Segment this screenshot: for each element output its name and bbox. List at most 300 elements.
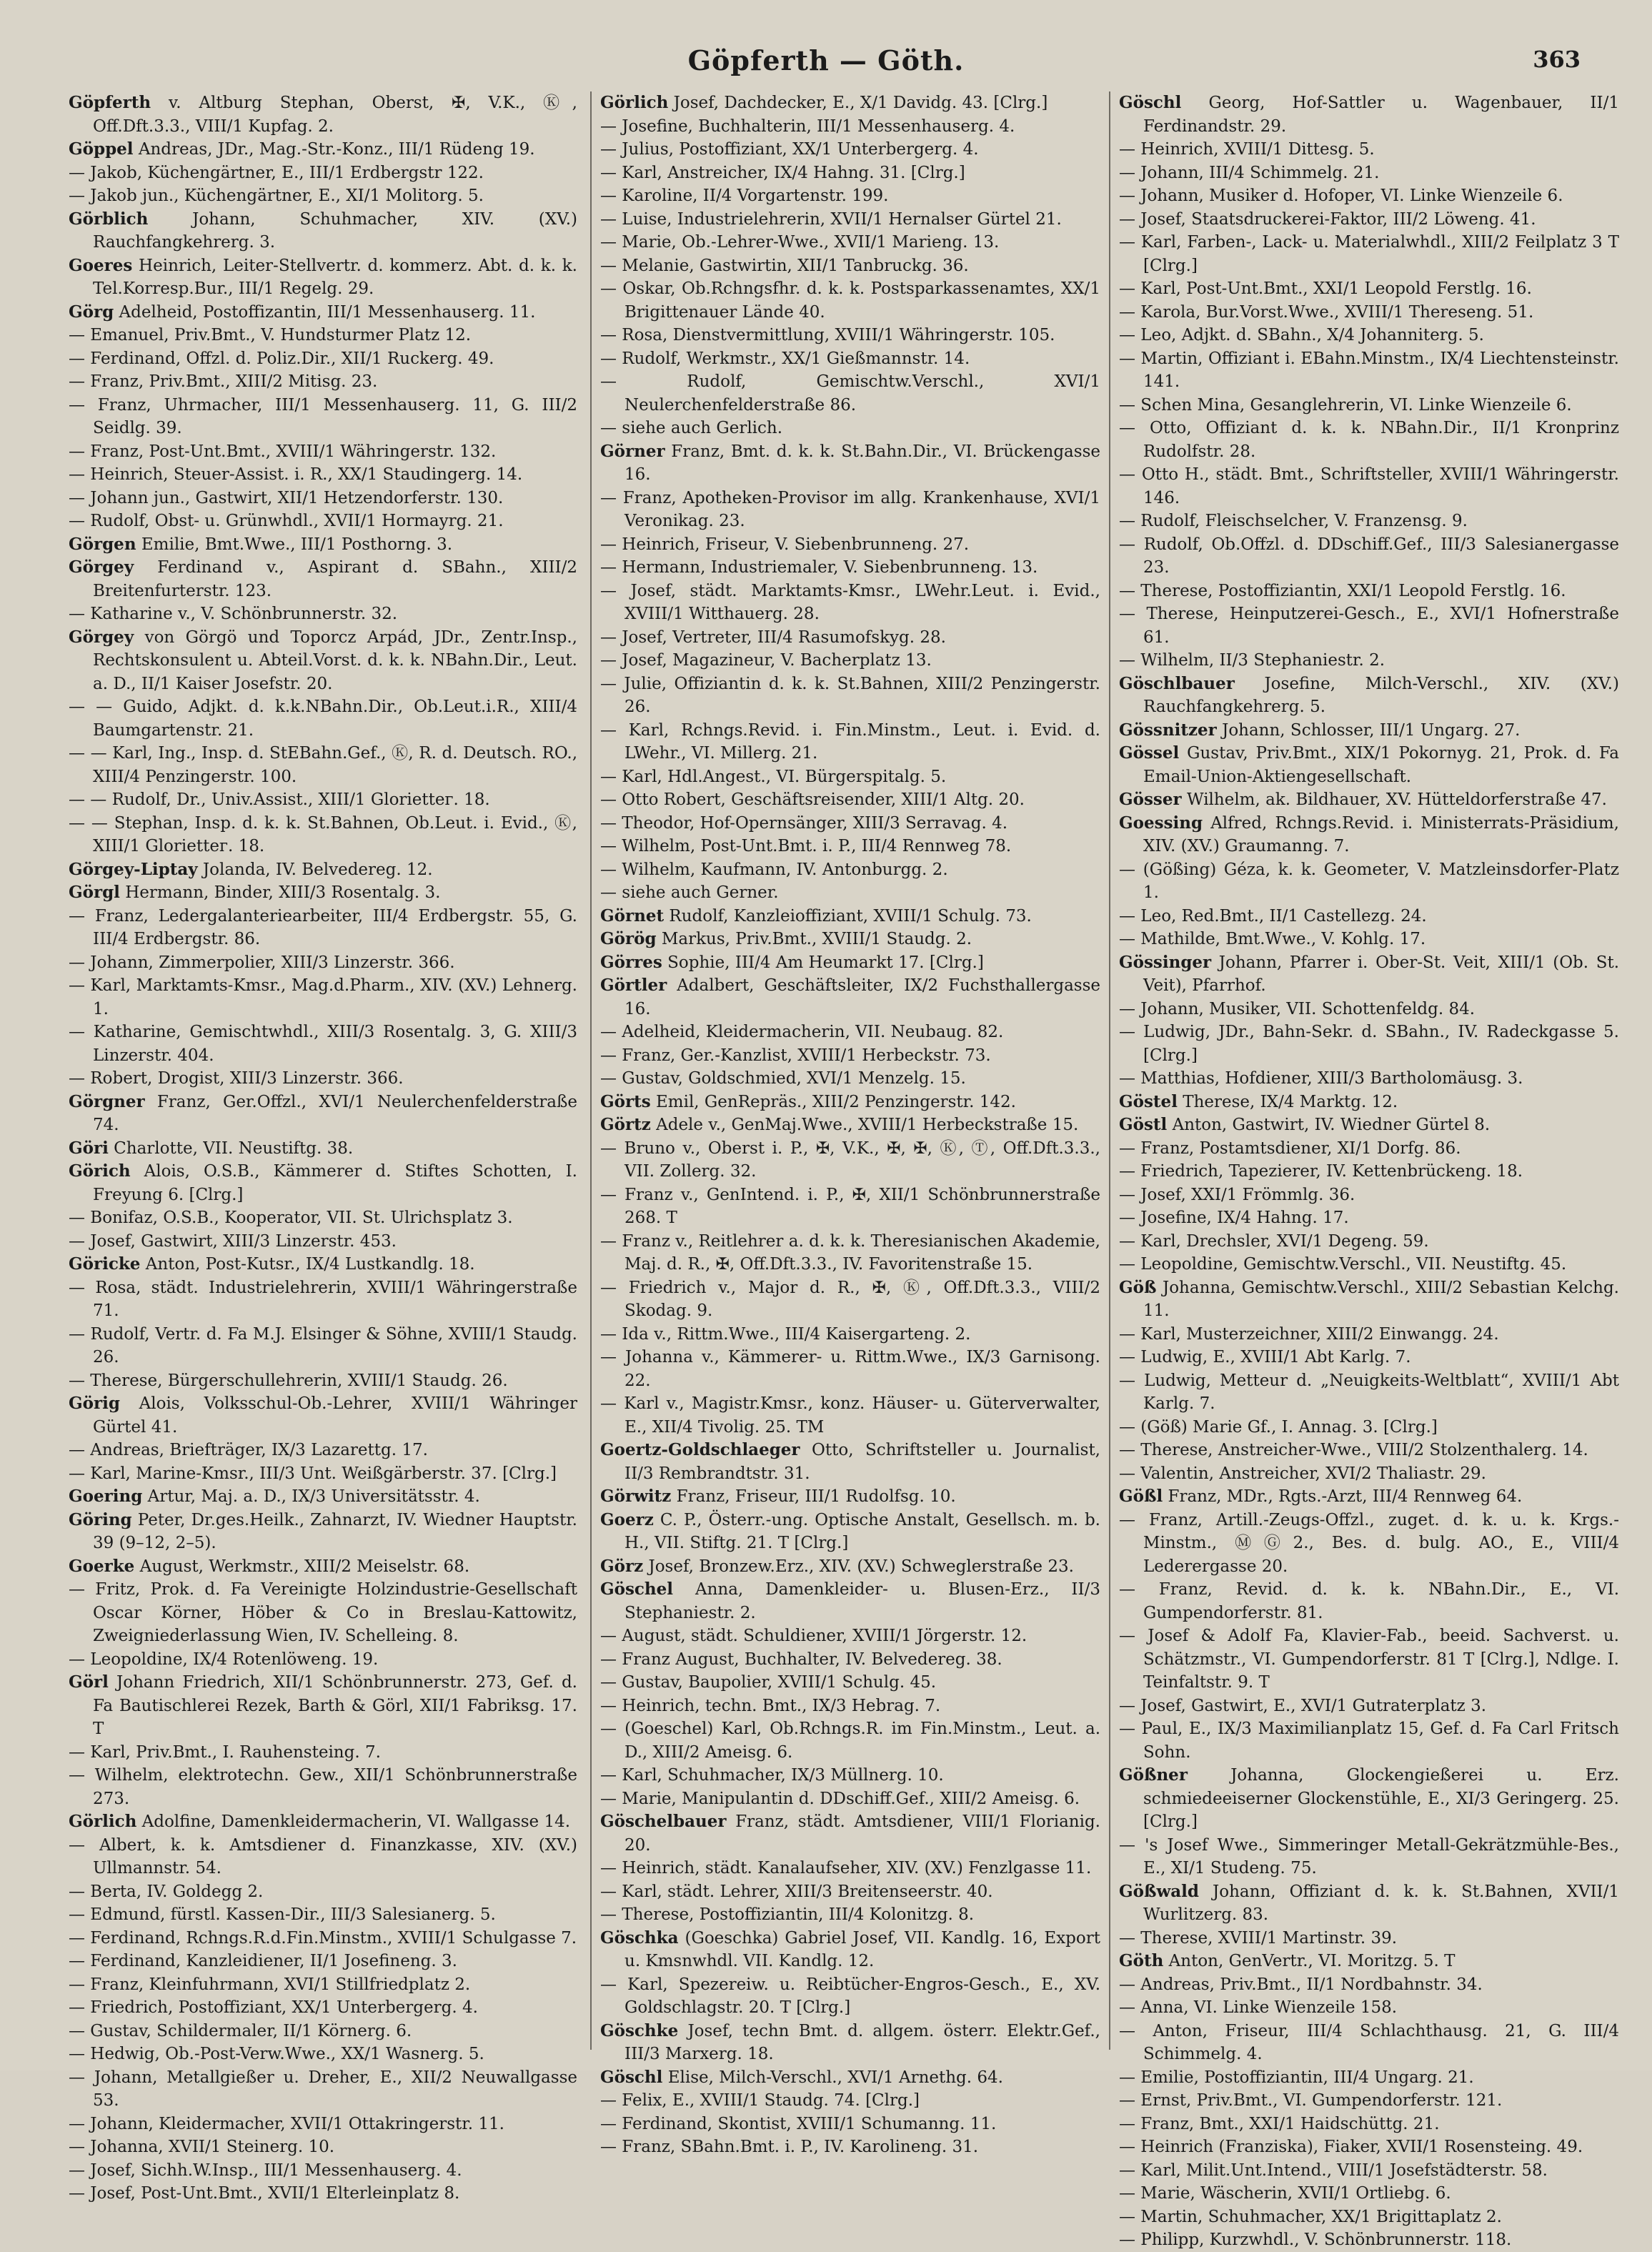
directory-entry (1119, 998, 1619, 1021)
entry-details: Artur, Maj. a. D., IX/3 Universitätsstr. 4. (142, 1487, 480, 1506)
entry-surname: Görlich (600, 93, 669, 112)
entry-details: — Marie, Wäscherin, XVII/1 Ortliebg. 6. (1119, 2184, 1451, 2203)
entry-details: Jolanda, IV. Belvedereg. 12. (197, 860, 433, 879)
entry-details: — Emanuel, Priv.Bmt., V. Hundsturmer Platz 12. (69, 326, 472, 344)
entry-details: Markus, Priv.Bmt., XVIII/1 Staudg. 2. (656, 930, 972, 948)
entry-details: — Rosa, Dienstvermittlung, XVIII/1 Währingerstr. 105. (600, 326, 1055, 344)
entry-surname: Görgey-Liptay (69, 859, 198, 879)
entry-details: — Fritz, Prok. d. Fa Vereinigte Holzindustrie-Gesellschaft Oscar Körner, Höber & Co in Breslau-Kattowitz, Zweigniederlassung Wien, IV. Schelleing. 8. (69, 1580, 577, 1645)
directory-entry (69, 695, 577, 742)
entry-details: — Franz v., GenIntend. i. P., ✠, XII/1 Schönbrunnerstraße 268. T (600, 1185, 1100, 1227)
entry-surname: Gößwald (1119, 1881, 1199, 1901)
entry-details: Andreas, JDr., Mag.-Str.-Konz., III/1 Rüdeng 19. (133, 140, 535, 159)
directory-entry (69, 2182, 577, 2206)
directory-entry (1119, 2136, 1619, 2159)
entry-details: — — Karl, Ing., Insp. d. StEBahn.Gef., Ⓚ, R. d. Deutsch. RO., XIII/4 Penzingerstr. 100. (69, 744, 577, 786)
directory-entry (69, 602, 577, 626)
entry-details: — Marie, Manipulantin d. DDschiff.Gef., XIII/2 Ameisg. 6. (600, 1789, 1080, 1808)
entry-surname: Goerz (600, 1509, 654, 1529)
directory-entry (1119, 1113, 1619, 1137)
entry-details: — Johann, III/4 Schimmelg. 21. (1119, 163, 1380, 182)
entry-surname: Görl (69, 1672, 109, 1692)
directory-entry (600, 1067, 1100, 1091)
entry-surname: Göricke (69, 1254, 141, 1274)
directory-entry (69, 858, 577, 882)
directory-entry (600, 2020, 1100, 2066)
entry-details: — Karl, Spezereiw. u. Reibtücher-Engros-Gesch., E., XV. Goldschlagstr. 20. T [Clrg.] (600, 1975, 1100, 2017)
entry-details: C. P., Österr.-ung. Optische Anstalt, Gesellsch. m. b. H., VII. Stiftg. 21. T [Clrg.] (625, 1510, 1100, 1552)
directory-entry (1119, 1834, 1619, 1880)
entry-details: — Bruno v., Oberst i. P., ✠, V.K., ✠, ✠, Ⓚ, Ⓣ, Off.Dft.3.3., VII. Zollerg. 32. (600, 1139, 1100, 1181)
directory-entry (600, 673, 1100, 719)
directory-entry (69, 1439, 577, 1462)
entry-details: Alois, Volksschul-Ob.-Lehrer, XVIII/1 Währinger Gürtel 41. (93, 1394, 577, 1437)
directory-entry (69, 463, 577, 487)
entry-details: — Matthias, Hofdiener, XIII/3 Bartholomäusg. 3. (1119, 1069, 1523, 1088)
entry-details: — — Guido, Adjkt. d. k.k.NBahn.Dir., Ob.Leut.i.R., XIII/4 Baumgartenstr. 21. (69, 698, 577, 740)
directory-entry (600, 719, 1100, 765)
entry-details: — Franz, Ledergalanteriearbeiter, III/4 Erdbergstr. 55, G. III/4 Erdbergstr. 86. (69, 906, 577, 948)
directory-entry (1119, 1067, 1619, 1091)
entry-details: — Heinrich, Steuer-Assist. i. R., XX/1 Staudingerg. 14. (69, 465, 523, 484)
entry-details: — Paul, E., IX/3 Maximilianplatz 15, Gef. d. Fa Carl Fritsch Sohn. (1119, 1720, 1619, 1762)
directory-entry (69, 1160, 577, 1206)
directory-entry (600, 835, 1100, 858)
directory-entry (600, 1113, 1100, 1137)
entry-details: — Theodor, Hof-Opernsänger, XIII/3 Serravag. 4. (600, 813, 1008, 833)
directory-entry (69, 1741, 577, 1765)
directory-entry (1119, 1091, 1619, 1114)
directory-entry (600, 1392, 1100, 1439)
directory-entry (600, 1323, 1100, 1346)
entry-details: — Philipp, Kurzwhdl., V. Schönbrunnerstr. 118. (1119, 2231, 1512, 2249)
entry-details: — Berta, IV. Goldegg 2. (69, 1882, 264, 1901)
entry-details: — Valentin, Anstreicher, XVI/2 Thaliastr. 29. (1119, 1464, 1486, 1483)
entry-details: Anna, Damenkleider- u. Blusen-Erz., II/3 Stephaniestr. 2. (625, 1580, 1100, 1622)
directory-entry (600, 1230, 1100, 1276)
directory-entry (600, 1857, 1100, 1880)
directory-entry (600, 881, 1100, 905)
entry-details: — Rudolf, Ob.Offzl. d. DDschiff.Gef., III/3 Salesianergasse 23. (1119, 535, 1619, 577)
directory-entry (1119, 673, 1619, 719)
directory-entry (600, 905, 1100, 928)
directory-entry (600, 1044, 1100, 1068)
entry-details: — Karola, Bur.Vorst.Wwe., XVIII/1 Thereseng. 51. (1119, 302, 1534, 322)
entry-surname: Göschel (600, 1579, 674, 1599)
entry-details: — Franz v., Reitlehrer a. d. k. k. Theresianischen Akademie, Maj. d. R., ✠, Off.Dft.3.3., IV. Favoritenstraße 15. (600, 1231, 1100, 1274)
entry-details: — Therese, Postoffiziantin, XXI/1 Leopold Ferstlg. 16. (1119, 581, 1566, 600)
directory-entry (69, 1206, 577, 1230)
directory-entry (1119, 2113, 1619, 2136)
entry-details: — Heinrich (Franziska), Fiaker, XVII/1 Rosensteing. 49. (1119, 2138, 1583, 2156)
directory-entry (69, 254, 577, 301)
entry-details: Rudolf, Kanzleioffiziant, XVIII/1 Schulg. 73. (664, 906, 1032, 926)
directory-entry (600, 1764, 1100, 1787)
directory-entry (69, 881, 577, 905)
entry-details: Peter, Dr.ges.Heilk., Zahnarzt, IV. Wiedner Hauptstr. 39 (9–12, 2–5). (93, 1510, 577, 1552)
directory-entry (600, 812, 1100, 835)
entry-details: (Goeschka) Gabriel Josef, VII. Kandlg. 16, Export u. Kmsnwhdl. VII. Kandlg. 12. (625, 1928, 1100, 1970)
entry-surname: Göstel (1119, 1091, 1178, 1111)
entry-details: — Otto, Offiziant d. k. k. NBahn.Dir., II/1 Kronprinz Rudolfstr. 28. (1119, 419, 1619, 461)
directory-entry (69, 1927, 577, 1950)
entry-details: Charlotte, VII. Neustiftg. 38. (108, 1139, 354, 1158)
directory-entry (600, 417, 1100, 440)
directory-entry (1119, 1509, 1619, 1579)
entry-details: — Karl, Marine-Kmsr., III/3 Unt. Weißgärberstr. 37. [Clrg.] (69, 1464, 557, 1483)
directory-entry (1119, 162, 1619, 185)
entry-details: — Otto H., städt. Bmt., Schriftsteller, XVIII/1 Währingerstr. 146. (1119, 465, 1619, 507)
entry-details: — Karl, Hdl.Angest., VI. Bürgerspitalg. 5. (600, 767, 947, 786)
entry-surname: Görwitz (600, 1487, 672, 1506)
entry-details: — Robert, Drogist, XIII/3 Linzerstr. 366. (69, 1069, 404, 1088)
entry-details: — 's Josef Wwe., Simmeringer Metall-Gekrätzmühle-Bes., E., XI/1 Studeng. 75. (1119, 1835, 1619, 1878)
entry-details: — Johann jun., Gastwirt, XII/1 Hetzendorferstr. 130. (69, 488, 504, 507)
entry-surname: Görres (600, 952, 662, 972)
entry-details: — Leopoldine, Gemischtw.Verschl., VII. Neustiftg. 45. (1119, 1255, 1567, 1274)
directory-entry (69, 1067, 577, 1091)
directory-entry (1119, 184, 1619, 208)
directory-entry (1119, 905, 1619, 928)
directory-entry (69, 2113, 577, 2136)
directory-entry (1119, 1276, 1619, 1323)
entry-surname: Görig (69, 1394, 120, 1413)
directory-entry (600, 138, 1100, 162)
entry-details: — Katharine, Gemischtwhdl., XIII/3 Rosentalg. 3, G. XIII/3 Linzerstr. 404. (69, 1023, 577, 1065)
directory-entry (1119, 231, 1619, 277)
directory-entry (69, 91, 577, 138)
entry-details: — Franz, Apotheken-Provisor im allg. Krankenhause, XVI/1 Veronikag. 23. (600, 488, 1100, 530)
entry-details: — Melanie, Gastwirtin, XII/1 Tanbruckg. 36. (600, 256, 969, 275)
entry-details: — Karl, Anstreicher, IX/4 Hahng. 31. [Clrg.] (600, 163, 965, 182)
entry-details: — (Goeschel) Karl, Ob.Rchngs.R. im Fin.Minstm., Leut. a. D., XIII/2 Ameisg. 6. (600, 1720, 1100, 1762)
entry-details: Emil, GenRepräs., XIII/2 Penzingerstr. 142. (650, 1092, 1016, 1111)
directory-entry (600, 1671, 1100, 1695)
entry-details: — — Stephan, Insp. d. k. k. St.Bahnen, Ob.Leut. i. Evid., Ⓚ, XIII/1 Gloriettег. 18. (69, 813, 577, 855)
directory-entry (600, 1091, 1100, 1114)
directory-entry (1119, 2089, 1619, 2113)
entry-surname: Göß (1119, 1277, 1157, 1297)
directory-entry (69, 1509, 577, 1555)
entry-surname: Göppel (69, 139, 134, 159)
entry-details: Adolfine, Damenkleidermacherin, VI. Wallgasse 14. (136, 1812, 571, 1831)
entry-details: — Rudolf, Vertr. d. Fa M.J. Elsinger & Söhne, XVIII/1 Staudg. 26. (69, 1324, 577, 1366)
directory-entry (1119, 1160, 1619, 1184)
entry-details: — Franz, Artill.-Zeugs-Offzl., zuget. d. k. u. k. Krgs.-Minstm., ⓂⒼ2., Bes. d. bulg. AO., E., VIII/4 Lederergasse 20. (1119, 1510, 1619, 1576)
column-3 (1109, 91, 1619, 2249)
entry-details: — Ferdinand, Kanzleidiener, II/1 Josefineng. 3. (69, 1952, 457, 1970)
entry-details: — Albert, k. k. Amtsdiener d. Finanzkasse, XIV. (XV.) Ullmannstr. 54. (69, 1835, 577, 1878)
entry-details: — Josef, Vertreter, III/4 Rasumofskyg. 28. (600, 628, 946, 647)
page-number: 363 (1533, 46, 1581, 73)
directory-entry (69, 487, 577, 510)
entry-details: Franz, MDr., Rgts.-Arzt, III/4 Rennweg 64. (1163, 1487, 1523, 1506)
entry-details: August, Werkmstr., XIII/2 Meiselstr. 68. (134, 1557, 470, 1576)
directory-entry (69, 1671, 577, 1741)
entry-details: — Josef, Post-Unt.Bmt., XVII/1 Elterleinplatz 8. (69, 2184, 460, 2203)
directory-entry (69, 1973, 577, 1997)
entry-details: — Karl, Musterzeichner, XIII/2 Einwangg. 24. (1119, 1324, 1499, 1344)
column-1 (69, 91, 577, 2203)
directory-entry (1119, 1624, 1619, 1695)
entry-details: Anton, Post-Kutsr., IX/4 Lustkandlg. 18. (140, 1255, 475, 1274)
entry-details: — Bonifaz, O.S.B., Kooperator, VII. St. Ulrichsplatz 3. (69, 1209, 513, 1227)
directory-entry (1119, 1416, 1619, 1439)
directory-entry (69, 2066, 577, 2113)
directory-entry (69, 510, 577, 533)
entry-details: — Ernst, Priv.Bmt., VI. Gumpendorferstr. 121. (1119, 2091, 1503, 2110)
entry-details: — Therese, Anstreicher-Wwe., VIII/2 Stolzenthalerg. 14. (1119, 1441, 1588, 1459)
directory-entry (600, 208, 1100, 232)
entry-details: — Marie, Ob.-Lehrer-Wwe., XVII/1 Marieng. 13. (600, 233, 1000, 252)
entry-details: Adalbert, Geschäftsleiter, IX/2 Fuchsthallergasse 16. (625, 976, 1100, 1018)
entry-details: — Ferdinand, Offzl. d. Poliz.Dir., XII/1 Ruckerg. 49. (69, 349, 494, 368)
directory-entry (69, 208, 577, 254)
directory-entry (600, 1021, 1100, 1044)
directory-entry (69, 951, 577, 975)
directory-entry (600, 324, 1100, 347)
entry-details: Adele v., GenMaj.Wwe., XVIII/1 Herbeckstraße 15. (650, 1116, 1079, 1134)
entry-details: — Friedrich v., Major d. R., ✠, Ⓚ, Off.Dft.3.3., VIII/2 Skodag. 9. (600, 1278, 1100, 1320)
directory-entry (1119, 2020, 1619, 2066)
directory-entry (600, 1903, 1100, 1927)
directory-entry (1119, 1485, 1619, 1509)
entry-details: — Franz, Revid. d. k. k. NBahn.Dir., E., VI. Gumpendorferstr. 81. (1119, 1580, 1619, 1622)
directory-entry (600, 1648, 1100, 1672)
entry-details: — Karl, Drechsler, XVI/1 Degeng. 59. (1119, 1231, 1429, 1251)
directory-entry (600, 277, 1100, 324)
entry-surname: Görts (600, 1091, 651, 1111)
entry-details: Wilhelm, ak. Bildhauer, XV. Hütteldorferstraße 47. (1181, 790, 1607, 809)
entry-surname: Göschl (1119, 93, 1182, 112)
directory-entry (1119, 1323, 1619, 1346)
entry-details: — Emilie, Postoffiziantin, III/4 Ungarg. 21. (1119, 2068, 1474, 2087)
entry-details: — Johann, Kleidermacher, XVII/1 Ottakringerstr. 11. (69, 2114, 504, 2133)
entry-details: — Josef, XXI/1 Frömmlg. 36. (1119, 1185, 1355, 1204)
directory-entry (1119, 417, 1619, 463)
directory-entry (600, 2113, 1100, 2136)
entry-details: Josefine, Milch-Verschl., XIV. (XV.) Rauchfangkehrerg. 5. (1143, 674, 1619, 716)
entry-details: — Karl v., Magistr.Kmsr., konz. Häuser- u. Güterverwalter, E., XII/4 Tivolig. 25. TM (600, 1394, 1100, 1437)
entry-surname: Göri (69, 1138, 109, 1158)
directory-entry (600, 487, 1100, 533)
entry-details: — Franz, Ger.-Kanzlist, XVIII/1 Herbeckstr. 73. (600, 1046, 991, 1065)
entry-details: Franz, Bmt. d. k. k. St.Bahn.Dir., VI. Brückengasse 16. (625, 442, 1100, 484)
entry-details: Anton, Gastwirt, IV. Wiedner Gürtel 8. (1167, 1116, 1491, 1134)
directory-entry (1119, 2066, 1619, 2090)
entry-details: — Schen Mina, Gesanglehrerin, VI. Linke Wienzeile 6. (1119, 395, 1572, 415)
directory-entry (600, 788, 1100, 812)
directory-entry (1119, 277, 1619, 301)
directory-entry (1119, 2228, 1619, 2252)
entry-details: Johann, Schuhmacher, XIV. (XV.) Rauchfangkehrerg. 3. (93, 209, 577, 252)
entry-details: — Franz August, Buchhalter, IV. Belvedereg. 38. (600, 1650, 1002, 1669)
directory-entry (1119, 138, 1619, 162)
directory-entry (600, 1810, 1100, 1857)
entry-surname: Göring (69, 1509, 132, 1529)
entry-details: — Leo, Red.Bmt., II/1 Castellezg. 24. (1119, 906, 1427, 926)
entry-details: — Josef, Gastwirt, XIII/3 Linzerstr. 453. (69, 1231, 397, 1251)
entry-details: — Ida v., Rittm.Wwe., III/4 Kaisergarteng. 2. (600, 1324, 971, 1344)
entry-details: — Otto Robert, Geschäftsreisender, XIII/1 Altg. 20. (600, 790, 1025, 809)
directory-entry (69, 1021, 577, 1067)
directory-entry (600, 1880, 1100, 1904)
entry-details: Alois, O.S.B., Kämmerer d. Stiftes Schotten, I. Freyung 6. [Clrg.] (93, 1162, 577, 1204)
entry-details: v. Altburg Stephan, Oberst, ✠, V.K., Ⓚ, Off.Dft.3.3., VIII/1 Kupfag. 2. (93, 94, 577, 136)
directory-entry (69, 1810, 577, 1834)
entry-surname: Göschelbauer (600, 1812, 727, 1831)
directory-entry (600, 91, 1100, 115)
entry-details: — Karl, städt. Lehrer, XIII/3 Breitenseerstr. 40. (600, 1882, 993, 1901)
entry-details: — Josefine, IX/4 Hahng. 17. (1119, 1209, 1349, 1227)
directory-entry (69, 324, 577, 347)
directory-entry (69, 1369, 577, 1393)
directory-entry (600, 115, 1100, 139)
entry-surname: Görög (600, 929, 657, 948)
directory-entry (600, 951, 1100, 975)
entry-details: — Rudolf, Fleischselcher, V. Franzensg. 9. (1119, 512, 1468, 530)
entry-details: — Franz, Priv.Bmt., XIII/2 Mitisg. 23. (69, 372, 378, 391)
entry-details: Heinrich, Leiter-Stellvertr. d. kommerz. Abt. d. k. k. Tel.Korresp.Bur., III/1 Regelg. 29. (93, 256, 577, 298)
entry-details: — Johann, Metallgießer u. Dreher, E., XII/2 Neuwallgasse 53. (69, 2068, 577, 2110)
entry-details: — Julie, Offiziantin d. k. k. St.Bahnen, XIII/2 Penzingerstr. 26. (600, 674, 1100, 716)
entry-details: — Friedrich, Tapezierer, IV. Kettenbrückeng. 18. (1119, 1162, 1523, 1181)
entry-details: — Wilhelm, Post-Unt.Bmt. i. P., III/4 Rennweg 78. (600, 837, 1012, 855)
entry-details: Adelheid, Postoffizantin, III/1 Messenhauserg. 11. (114, 302, 536, 322)
entry-details: — Josef, städt. Marktamts-Kmsr., LWehr.Leut. i. Evid., XVIII/1 Witthauerg. 28. (600, 581, 1100, 623)
directory-entry (1119, 510, 1619, 533)
directory-entry (69, 1880, 577, 1904)
entry-details: Franz, Friseur, III/1 Rudolfsg. 10. (671, 1487, 956, 1506)
entry-surname: Goering (69, 1487, 143, 1506)
directory-entry (69, 905, 577, 951)
directory-entry (1119, 1717, 1619, 1764)
directory-entry (1119, 1137, 1619, 1161)
entry-details: — Josef & Adolf Fa, Klavier-Fab., beeid. Sachverst. u. Schätzmstr., VI. Gumpendorferstr. 81 T [Clrg.], Ndlge. I. Teinfaltstr. 9. T (1119, 1627, 1619, 1692)
directory-entry (600, 858, 1100, 882)
directory-entry (600, 974, 1100, 1021)
entry-surname: Görg (69, 302, 114, 322)
entry-surname: Görgen (69, 534, 136, 554)
entry-details: Anton, GenVertr., VI. Moritzg. 5. T (1163, 1952, 1456, 1970)
entry-details: von Görgö und Toporcz Arpád, JDr., Zentr.Insp., Rechtskonsulent u. Abteil.Vorst. d. k. k. NBahn.Dir., Leut. a. D., II/1 Kaiser Josefstr. 20. (93, 628, 577, 693)
directory-entry (1119, 324, 1619, 347)
directory-entry (69, 1950, 577, 1973)
entry-details: — Franz, Bmt., XXI/1 Haidschüttg. 21. (1119, 2114, 1440, 2133)
directory-entry (600, 2066, 1100, 2090)
directory-entry (1119, 1973, 1619, 1997)
entry-details: — Karl, Rchngs.Revid. i. Fin.Minstm., Leut. i. Evid. d. LWehr., VI. Millerg. 21. (600, 720, 1100, 763)
directory-entry (69, 1764, 577, 1810)
entry-details: Josef, Bronzew.Erz., XIV. (XV.) Schweglerstraße 23. (643, 1557, 1074, 1576)
directory-entry (69, 301, 577, 324)
entry-details: — Josefine, Buchhalterin, III/1 Messenhauserg. 4. (600, 116, 1015, 136)
directory-entry (600, 1578, 1100, 1624)
directory-entry (600, 1927, 1100, 1973)
directory-entry (69, 1462, 577, 1486)
directory-entry (600, 1717, 1100, 1764)
directory-entry (1119, 347, 1619, 394)
directory-entry (69, 1903, 577, 1927)
entry-surname: Görgner (69, 1091, 145, 1111)
directory-entry (600, 1509, 1100, 1555)
entry-details: — Johann, Zimmerpolier, XIII/3 Linzerstr. 366. (69, 953, 455, 972)
directory-entry (1119, 1021, 1619, 1067)
entry-surname: Görgey (69, 627, 134, 647)
directory-entry (69, 1834, 577, 1880)
entry-details: — Wilhelm, II/3 Stephaniestr. 2. (1119, 651, 1385, 670)
entry-details: — Anton, Friseur, III/4 Schlachthausg. 21, G. III/4 Schimmelg. 4. (1119, 2021, 1619, 2063)
entry-details: — Julius, Postoffiziant, XX/1 Unterbergerg. 4. (600, 140, 979, 159)
directory-entry (69, 1555, 577, 1579)
directory-entry (1119, 719, 1619, 743)
directory-entry (69, 1276, 577, 1323)
entry-surname: Göschl (600, 2067, 663, 2087)
directory-entry (69, 812, 577, 858)
directory-entry (1119, 951, 1619, 998)
directory-entry (69, 370, 577, 394)
directory-entry (1119, 208, 1619, 232)
directory-entry (69, 2136, 577, 2159)
directory-entry (69, 974, 577, 1021)
directory-entry (600, 1787, 1100, 1811)
entry-details: — Therese, Bürgerschullehrerin, XVIII/1 Staudg. 26. (69, 1371, 508, 1390)
entry-details: — (Göß) Marie Gf., I. Annag. 3. [Clrg.] (1119, 1417, 1438, 1437)
entry-details: — Karl, Priv.Bmt., I. Rauhensteing. 7. (69, 1742, 381, 1762)
directory-entry (69, 556, 577, 602)
directory-entry (69, 788, 577, 812)
directory-entry (1119, 1578, 1619, 1624)
directory-entry (69, 1091, 577, 1137)
entry-surname: Goessing (1119, 813, 1203, 833)
entry-details: — Hedwig, Ob.-Post-Verw.Wwe., XX/1 Wasnerg. 5. (69, 2045, 484, 2063)
entry-details: — Andreas, Briefträger, IX/3 Lazarettg. 17. (69, 1441, 428, 1459)
directory-entry (69, 1648, 577, 1672)
entry-details: — Franz, Post-Unt.Bmt., XVIII/1 Währingerstr. 132. (69, 442, 497, 461)
entry-surname: Gößner (1119, 1765, 1188, 1785)
entry-surname: Görblich (69, 209, 149, 229)
directory-entry (600, 440, 1100, 487)
entry-details: — Karl, Milit.Unt.Intend., VIII/1 Josefstädterstr. 58. (1119, 2161, 1548, 2180)
directory-entry (1119, 1369, 1619, 1416)
entry-surname: Görtler (600, 976, 667, 995)
entry-details: — Heinrich, techn. Bmt., IX/3 Hebrag. 7. (600, 1696, 941, 1715)
directory-entry (600, 1624, 1100, 1648)
directory-entry (600, 370, 1100, 417)
directory-entry (1119, 812, 1619, 858)
entry-surname: Görz (600, 1556, 644, 1576)
entry-details: — Franz, Postamtsdiener, XI/1 Dorfg. 86. (1119, 1139, 1461, 1158)
entry-details: Johann Friedrich, XII/1 Schönbrunnerstr. 273, Gef. d. Fa Bautischlerei Rezek, Barth & Görl, XII/1 Fabriksg. 17. T (93, 1673, 577, 1738)
entry-surname: Göpferth (69, 93, 151, 112)
directory-entry (69, 1253, 577, 1276)
directory-entry (1119, 1230, 1619, 1254)
entry-details: Josef, Dachdecker, E., X/1 Davidg. 43. [Clrg.] (668, 94, 1048, 112)
directory-entry (1119, 1253, 1619, 1276)
directory-entry (1119, 533, 1619, 580)
entry-details: — Katharine v., V. Schönbrunnerstr. 32. (69, 605, 398, 623)
directory-entry (69, 1137, 577, 1161)
entry-surname: Gössinger (1119, 952, 1212, 972)
directory-entry (600, 2089, 1100, 2113)
directory-entry (1119, 1927, 1619, 1950)
entry-details: — Anna, VI. Linke Wienzeile 158. (1119, 1998, 1398, 2017)
directory-entry (69, 533, 577, 557)
page-header (64, 44, 1588, 84)
entry-details: Emilie, Bmt.Wwe., III/1 Posthorng. 3. (136, 535, 453, 554)
directory-entry (600, 626, 1100, 650)
directory-entry (1119, 1764, 1619, 1834)
